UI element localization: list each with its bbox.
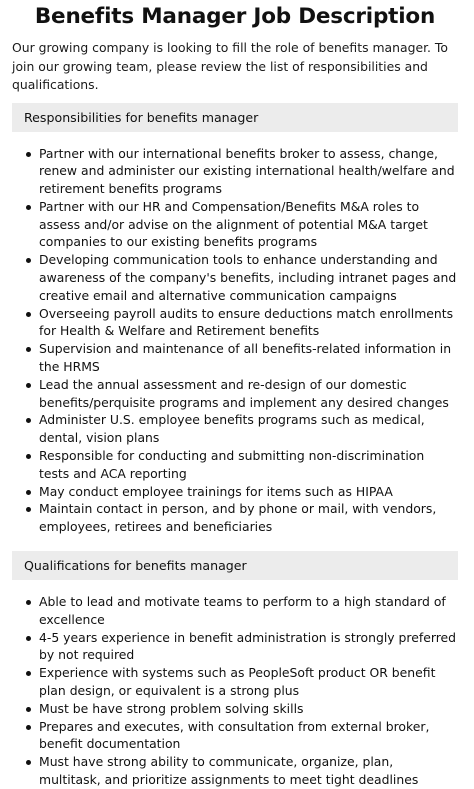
- list-item: Experience with systems such as PeopleSoft product OR benefit plan design, or equivalent is a strong plus: [26, 664, 458, 700]
- qualifications-heading: Qualifications for benefits manager: [12, 551, 458, 580]
- list-item: May conduct employee trainings for items such as HIPAA: [26, 483, 458, 501]
- list-item: Overseeing payroll audits to ensure deductions match enrollments for Health & Welfare and Retirement benefits: [26, 305, 458, 341]
- list-item: 4-5 years experience in benefit administration is strongly preferred by not required: [26, 629, 458, 665]
- list-item: Must be have strong problem solving skills: [26, 700, 458, 718]
- list-item: Developing communication tools to enhance understanding and awareness of the company's benefits, including intranet pages and creative email and alternative communication campaigns: [26, 251, 458, 304]
- qualifications-list: [12, 593, 458, 789]
- list-item: Responsible for conducting and submitting non-discrimination tests and ACA reporting: [26, 447, 458, 483]
- list-item: Administer U.S. employee benefits programs such as medical, dental, vision plans: [26, 411, 458, 447]
- responsibilities-list: [12, 145, 458, 537]
- list-item: Partner with our international benefits broker to assess, change, renew and administer our existing international health/welfare and retirement benefits programs: [26, 145, 458, 198]
- list-item: Must have strong ability to communicate, organize, plan, multitask, and prioritize assignments to meet tight deadlines: [26, 753, 458, 789]
- list-item: Partner with our HR and Compensation/Benefits M&A roles to assess and/or advise on the alignment of potential M&A target companies to our existing benefits programs: [26, 198, 458, 251]
- list-item: Maintain contact in person, and by phone or mail, with vendors, employees, retirees and beneficiaries: [26, 500, 458, 536]
- intro-paragraph: Our growing company is looking to fill the role of benefits manager. To join our growing team, please review the list of responsibilities and qualifications.: [12, 40, 448, 92]
- list-item: Supervision and maintenance of all benefits-related information in the HRMS: [26, 340, 458, 376]
- responsibilities-heading: Responsibilities for benefits manager: [12, 103, 458, 132]
- list-item: Lead the annual assessment and re-design of our domestic benefits/perquisite programs and implement any desired changes: [26, 376, 458, 412]
- list-item: Able to lead and motivate teams to perform to a high standard of excellence: [26, 593, 458, 629]
- list-item: Prepares and executes, with consultation from external broker, benefit documentation: [26, 718, 458, 754]
- page-title: Benefits Manager Job Description: [34, 4, 436, 29]
